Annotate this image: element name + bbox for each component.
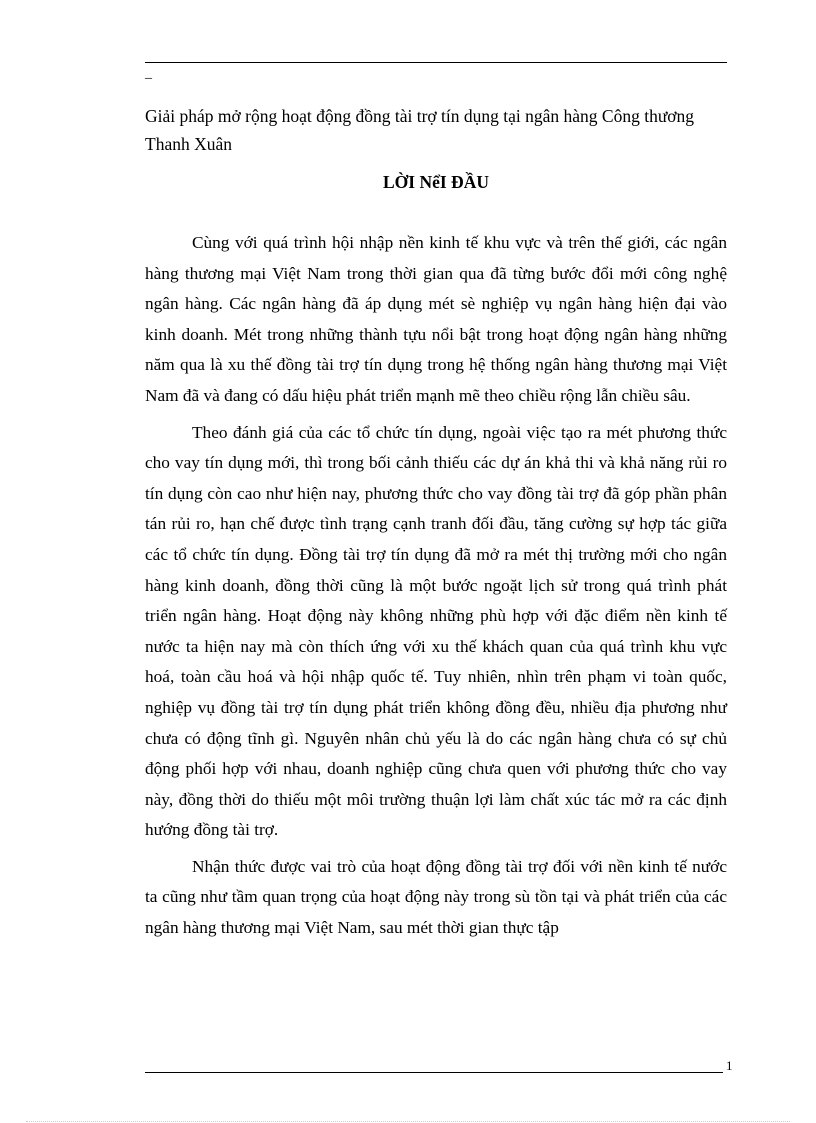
body-text [145,228,727,950]
paragraph-1: Cùng với quá trình hội nhập nền kinh tế khu vực và trên thế giới, các ngân hàng thương mại Việt Nam trong thời gian qua đã từng bước đổi mới công nghệ ngân hàng. Các ngân hàng đã áp dụng mét sè nghiệp vụ ngân hàng hiện đại vào kinh doanh. Mét trong những thành tựu nổi bật trong hoạt động ngân hàng những năm qua là xu thế đồng tài trợ tín dụng trong hệ thống ngân hàng thương mại Việt Nam đã và đang có dấu hiệu phát triển mạnh mẽ theo chiều rộng lẫn chiều sâu. [145,233,727,405]
section-heading: LỜI NểI ĐẦU [383,172,489,192]
header-title: Giải pháp mở rộng hoạt động đồng tài trợ tín dụng tại ngân hàng Công thương Thanh Xuân [145,106,695,154]
header-dash: _ [145,66,152,81]
page-number: 1 [726,1058,733,1073]
header-rule [145,62,727,63]
paragraph-3: Nhận thức được vai trò của hoạt động đồng tài trợ đối với nền kinh tế nước ta cũng như tầm quan trọng của hoạt động này trong sù tồn tại và phát triển của các ngân hàng thương mại Việt Nam, sau mét thời gian thực tập [145,856,727,938]
page-bottom-border [26,1121,790,1122]
paragraph-2: Theo đánh giá của các tổ chức tín dụng, ngoài việc tạo ra mét phương thức cho vay tín dụng mới, thì trong bối cảnh thiếu các dự án khả thi và khả năng rủi ro tín dụng còn cao như hiện nay, phương thức cho vay đồng tài trợ đã góp phần phân tán rủi ro, hạn chế được tình trạng cạnh tranh đối đầu, tăng cường sự hợp tác giữa các tổ chức tín dụng. Đồng tài trợ tín dụng đã mở ra mét thị trường mới cho ngân hàng kinh doanh, đồng thời cũng là một bước ngoặt lịch sử trong quá trình phát triển ngân hàng. Hoạt động này không những phù hợp với đặc điểm nền kinh tế nước ta hiện nay mà còn thích ứng với xu thế khách quan của quá trình khu vực hoá, toàn cầu hoá và hội nhập quốc tế. Tuy nhiên, nhìn trên phạm vi toàn quốc, nghiệp vụ đồng tài trợ tín dụng phát triển không đồng đều, nhiều địa phương như chưa có động tĩnh gì. Nguyên nhân chủ yếu là do các ngân hàng chưa có sự chủ động phối hợp với nhau, doanh nghiệp cũng chưa quen với phương thức cho vay này, đồng thời do thiếu một môi trường thuận lợi làm chất xúc tác mở ra các định hướng đồng tài trợ. [145,422,727,840]
footer-rule [145,1072,723,1073]
